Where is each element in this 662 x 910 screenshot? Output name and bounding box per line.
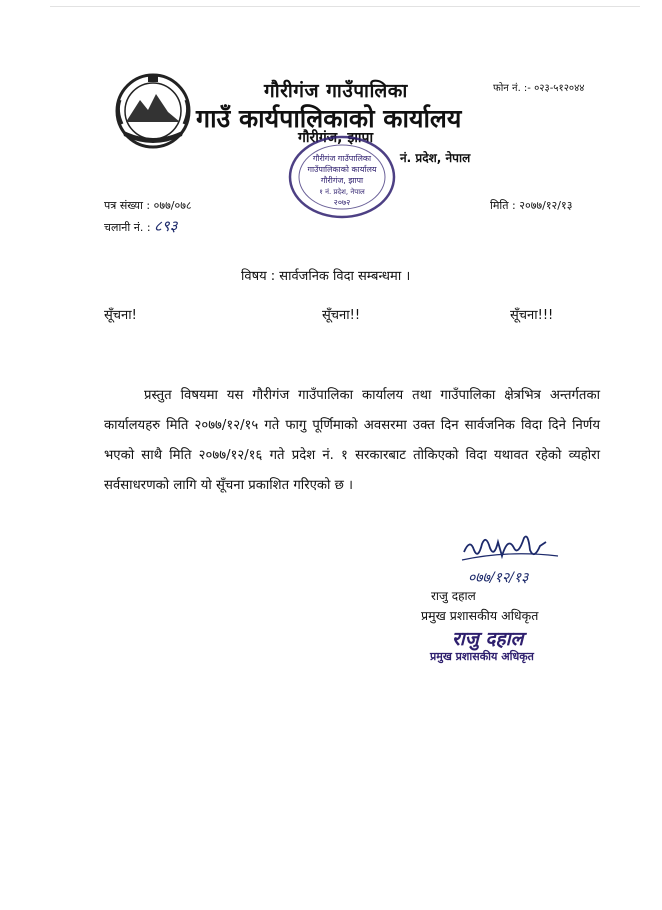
name-stamp: राजु दहाल xyxy=(452,628,524,650)
office-name: गाउँ कार्यपालिकाको कार्यालय xyxy=(196,104,462,133)
stamp-text-1: गौरीगंज गाउँपालिका xyxy=(312,154,372,163)
subject-line: विषय : सार्वजनिक विदा सम्बन्धमा । xyxy=(241,269,411,284)
dispatch-number-value: ८९३ xyxy=(154,217,178,235)
title-stamp: प्रमुख प्रशासकीय अधिकृत xyxy=(430,650,534,663)
body-paragraph xyxy=(104,381,600,501)
stamp-text-2: गाउँपालिकाको कार्यालय xyxy=(307,165,377,174)
letter-date xyxy=(490,198,572,213)
notice-heading-3: सूँचना!!! xyxy=(510,308,554,323)
stamp-text-5: २०७२ xyxy=(333,198,351,207)
nepal-emblem-icon xyxy=(112,70,194,152)
dispatch-number xyxy=(104,216,177,236)
signatory-title: प्रमुख प्रशासकीय अधिकृत xyxy=(421,608,539,623)
letter-date-label: मिति : xyxy=(490,199,516,212)
notice-heading-2: सूँचना!! xyxy=(322,308,361,323)
stamp-text-3: गौरीगंज, झापा xyxy=(320,176,364,185)
handwritten-signature xyxy=(458,530,578,590)
notice-heading-1: सूँचना! xyxy=(104,308,137,323)
office-location: गौरीगंज, झापा xyxy=(298,130,374,146)
office-stamp xyxy=(286,134,398,220)
phone-number: फोन नं. :- ०२३-५१२०४४ xyxy=(493,83,585,94)
signature-date: ०७७/१२/१३ xyxy=(468,570,529,586)
office-province: नं. प्रदेश, नेपाल xyxy=(400,151,471,165)
letter-date-value: २०७७/१२/१३ xyxy=(519,199,573,212)
dispatch-number-label: चलानी नं. : xyxy=(104,221,151,234)
stamp-text-4: १ नं. प्रदेश, नेपाल xyxy=(319,188,365,196)
signatory-name: राजु दहाल xyxy=(431,589,476,603)
body-text: प्रस्तुत विषयमा यस गौरीगंज गाउँपालिका कार्यालय तथा गाउँपालिका क्षेत्रभित्र अन्तर्गतका कार्यालयहरु मिति २०७७/१२/१५ गते फागु पूर्णिमाको अवसरमा उक्त दिन सार्वजनिक विदा दिने निर्णय भएको साथै मिति २०७७/१२/१६ गते प्रदेश नं. १ सरकारबाट तोकिएको विदा यथावत रहेको व्यहोरा सर्वसाधरणको लागि यो सूँचना प्रकाशित गरिएको छ । xyxy=(104,388,600,493)
municipality-name: गौरीगंज गाउँपालिका xyxy=(264,80,408,102)
letter-number-value: ०७७/०७८ xyxy=(153,199,192,212)
scan-edge-line xyxy=(50,6,640,7)
letter-number xyxy=(104,198,192,213)
letter-number-label: पत्र संख्या : xyxy=(104,199,151,212)
